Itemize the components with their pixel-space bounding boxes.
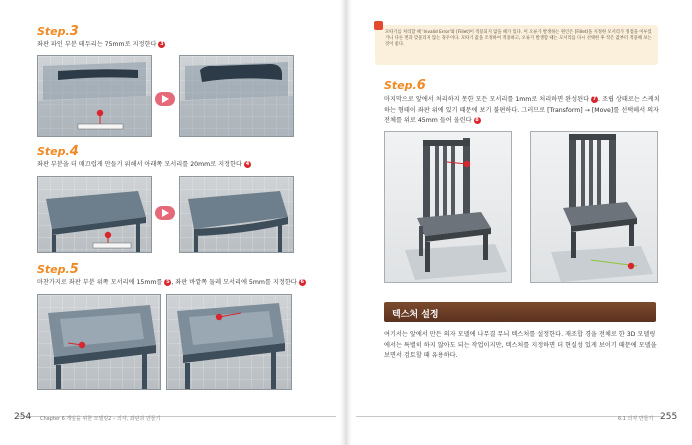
marker-3: 3 (160, 40, 164, 47)
marker-8: 8 (475, 116, 479, 123)
screenshot-step5-a (37, 294, 161, 390)
footer-rule-right (356, 416, 662, 417)
screenshot-step3-before (37, 55, 152, 137)
screenshot-step3-after (179, 55, 294, 137)
step-5-heading: Step.5 (37, 262, 79, 277)
arrow-right-icon (155, 92, 175, 106)
marker-7: 7 (592, 95, 597, 102)
step-6-heading: Step.6 (384, 78, 426, 93)
step-4-text: 좌판 부분을 더 매끄럽게 만들기 위해서 아래쪽 모서리를 20mm로 지정한다 4 (37, 160, 250, 168)
render-chair-b (530, 131, 658, 283)
page-number-right: 255 (660, 412, 678, 422)
section-footer: 6.1 의자 만들기 (618, 416, 654, 422)
step-3-text: 좌판 파인 부분 테두리는 75mm로 지정한다 3 (37, 40, 164, 48)
page-number-left: 254 (14, 412, 32, 422)
marker-5: 5 (166, 278, 170, 285)
step-4-heading: Step.4 (37, 144, 79, 159)
book-gutter (340, 0, 352, 445)
section-banner (384, 302, 656, 322)
step-3-heading: Step.3 (37, 24, 79, 39)
section-title: 텍스처 설정 (392, 310, 439, 320)
screenshot-step4-after (179, 176, 294, 253)
note-icon (374, 21, 383, 30)
step-6-text: 마지막으로 앞에서 처리하지 못한 모든 모서리를 1mm로 처리하면 완성된다 7 . 조립 상태로는 스케치하는 형태이 좌판 위에 있기 때문에 보기 불편하다. 그러므로 [Transform] → [Move]를 선택해서 의자 전체를 위로 45mm 들어 올린다 8 (384, 95, 660, 124)
marker-6: 6 (300, 278, 304, 285)
chapter-footer: Chapter 6 게임을 위한 모델링2 – 의자, 좌판과 만들기 (40, 416, 161, 422)
screenshot-step4-before (37, 176, 152, 253)
arrow-right-icon (155, 206, 175, 220)
section-text: 여기서는 앞에서 만든 의자 모델에 나무결 무늬 텍스처를 설정한다. 재조합 경을 전체로 한 3D 모델링에서는 특별히 하지 않아도 되는 작업이지만, 텍스처를 지정하면 더 현실성 있게 보이기 때문에 모델을 보면서 검토할 때 유용하다. (384, 331, 657, 359)
marker-4: 4 (245, 160, 250, 167)
render-chair-a (384, 131, 512, 283)
screenshot-step5-b (166, 294, 292, 390)
note-box (375, 25, 658, 65)
step-5-text: 마찬가지로 좌판 부분 위쪽 모서리에 15mm를 5 , 좌판 바깥쪽 둘레 모서리에 5mm를 지정한다 6 (37, 278, 304, 286)
note-text: 모따기를 처리할 때 'Invalid Error'와 [Fillet]이 적용되지 않을 때가 있다. 이 오류가 발생하는 원인은 [Fillet]을 지정한 모서리가 정점을 이루었거나 다른 면과 맞물리지 않는 경우이다. 모따기 값을 조정하여 적용하고, 오류가 발생할 때는 모서리를 다시 선택한 후 작은 값부터 적용해 보는 것이 좋다. (385, 30, 652, 48)
